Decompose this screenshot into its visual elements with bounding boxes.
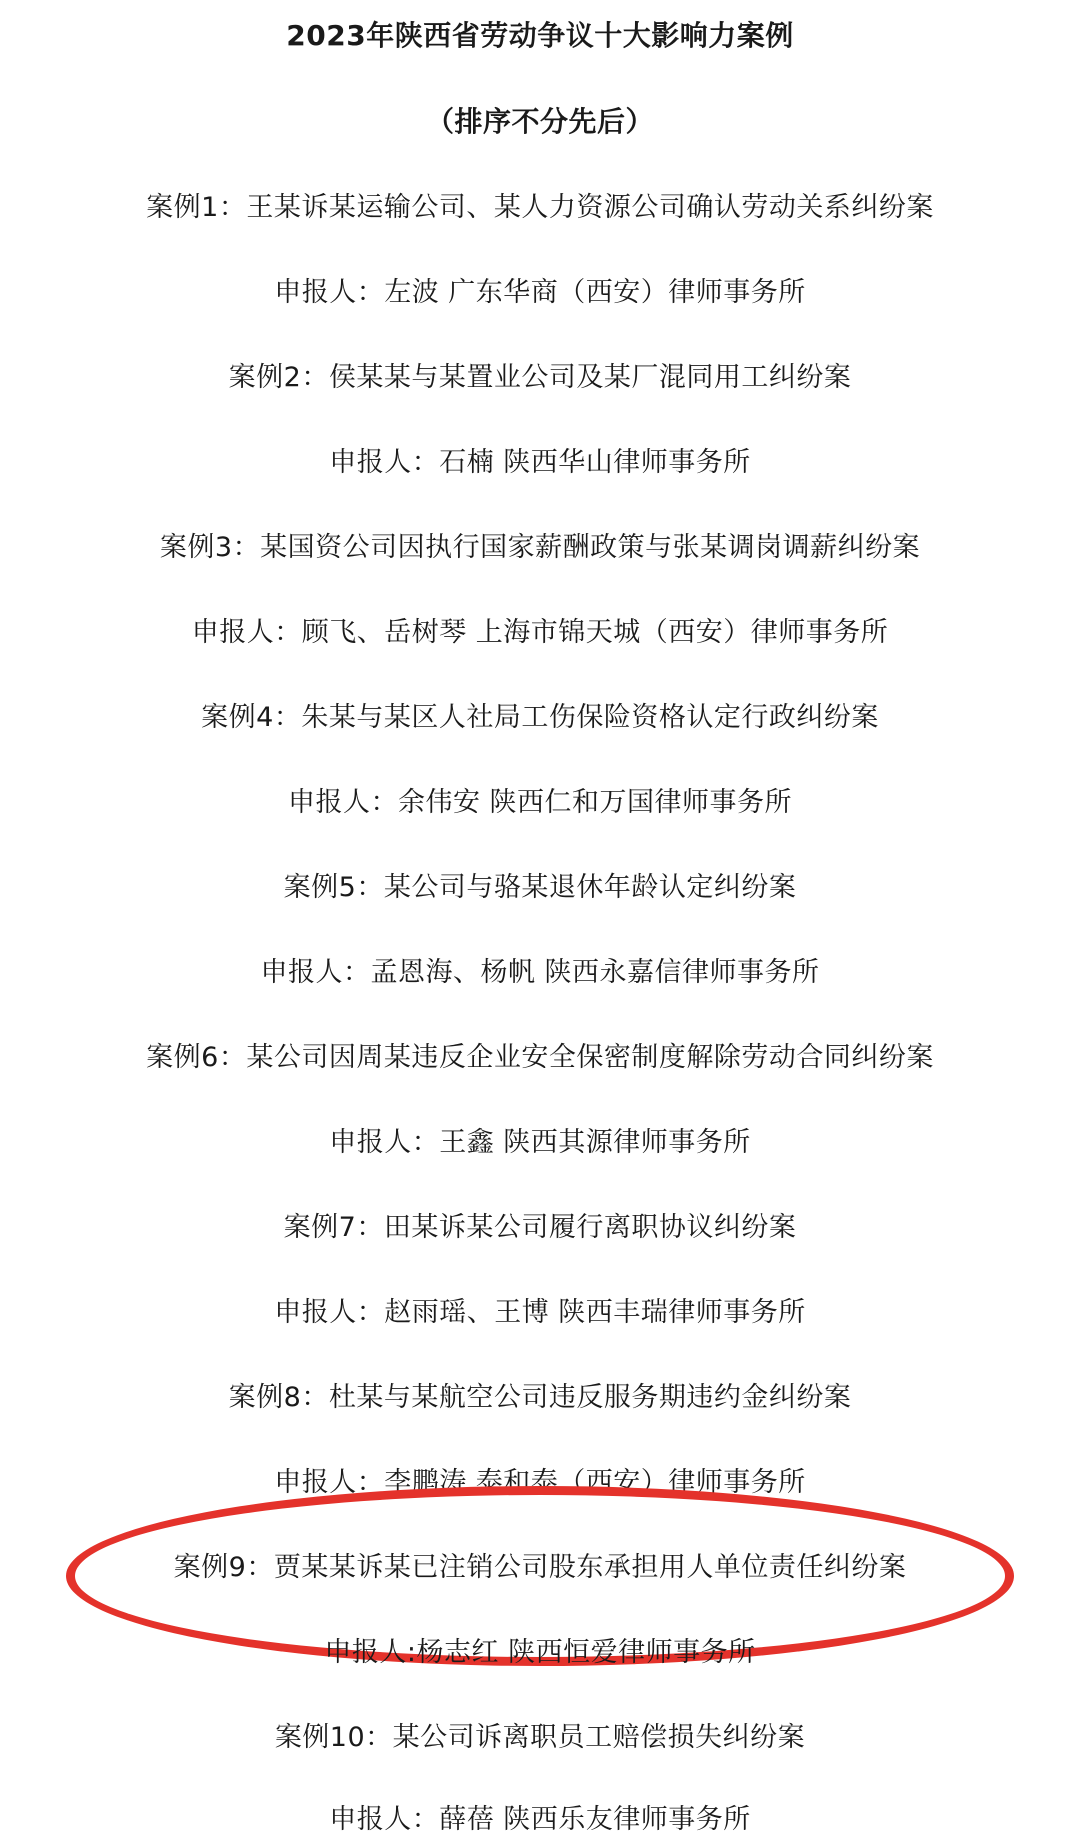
case-4-reporter: 申报人：余伟安 陕西仁和万国律师事务所 xyxy=(287,787,793,818)
case-7-reporter: 申报人：赵雨瑶、王博 陕西丰瑞律师事务所 xyxy=(274,1297,806,1328)
case-7-title: 案例7：田某诉某公司履行离职协议纠纷案 xyxy=(283,1212,797,1243)
case-8-reporter: 申报人：李鹏涛 泰和泰（西安）律师事务所 xyxy=(274,1467,806,1498)
case-3-reporter: 申报人：顾飞、岳树琴 上海市锦天城（西安）律师事务所 xyxy=(191,617,889,648)
case-3-title: 案例3：某国资公司因执行国家薪酬政策与张某调岗调薪纠纷案 xyxy=(159,532,921,563)
case-1-reporter: 申报人：左波 广东华商（西安）律师事务所 xyxy=(274,277,806,308)
case-9-reporter: 申报人:杨志红 陕西恒爱律师事务所 xyxy=(324,1637,756,1668)
document-title: 2023年陕西省劳动争议十大影响力案例 xyxy=(286,19,794,52)
case-2-reporter: 申报人：石楠 陕西华山律师事务所 xyxy=(329,447,751,478)
case-4-title: 案例4：朱某与某区人社局工伤保险资格认定行政纠纷案 xyxy=(201,702,879,733)
document-subtitle: （排序不分先后） xyxy=(425,105,654,138)
case-2-title: 案例2：侯某某与某置业公司及某厂混同用工纠纷案 xyxy=(228,362,852,393)
case-9-title: 案例9：贾某某诉某已注销公司股东承担用人单位责任纠纷案 xyxy=(173,1552,907,1583)
case-1-title: 案例1：王某诉某运输公司、某人力资源公司确认劳动关系纠纷案 xyxy=(146,192,934,223)
case-10-reporter: 申报人：薛蓓 陕西乐友律师事务所 xyxy=(329,1804,751,1835)
case-8-title: 案例8：杜某与某航空公司违反服务期违约金纠纷案 xyxy=(228,1382,852,1413)
case-6-title: 案例6：某公司因周某违反企业安全保密制度解除劳动合同纠纷案 xyxy=(146,1042,934,1073)
case-5-title: 案例5：某公司与骆某退休年龄认定纠纷案 xyxy=(283,872,797,903)
case-6-reporter: 申报人：王鑫 陕西其源律师事务所 xyxy=(329,1127,751,1158)
case-5-reporter: 申报人：孟恩海、杨帆 陕西永嘉信律师事务所 xyxy=(260,957,820,988)
case-10-title: 案例10：某公司诉离职员工赔偿损失纠纷案 xyxy=(274,1722,806,1753)
